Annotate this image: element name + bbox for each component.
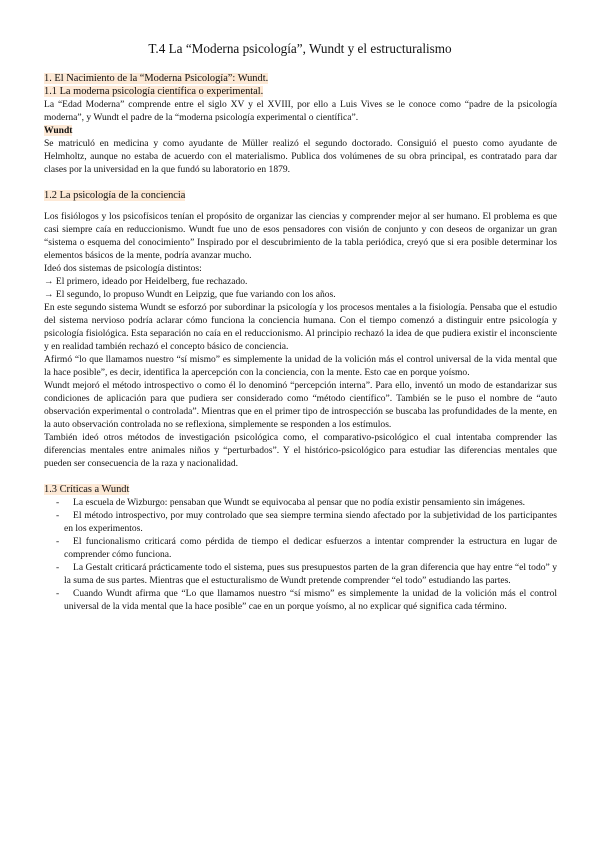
document-body [44,72,557,613]
wundt-label-line [44,124,557,137]
bullet-dash: - [56,510,60,521]
section2-paragraph-3: En este segundo sistema Wundt se esforzó por subordinar la psicología y los procesos mentales a la fisiología. Pensaba que el estudio del sistema nervioso podría aclarar cómo funciona la conciencia humana. Con el tiempo comenzó a distinguir entre psicología y psicología fisiológica. Esta separación no caía en el reduccionismo. Al principio rechazó la idea de que pudiera existir el inconsciente y en realidad también rechazó el concepto básico de conciencia. [44,302,557,352]
bullet-dash: - [56,536,60,547]
section2-heading-line [44,189,557,202]
wundt-label: Wundt [44,125,73,136]
critique-item-1 [44,496,557,509]
section1-subheading-line [44,85,557,98]
section1-paragraph-1: La “Edad Moderna” comprende entre el siglo XV y el XVIII, por ello a Luis Vives se le conoce como “padre de la psicología moderna”, y Wundt el padre de la “moderna psicología experimental o científica”. [44,99,557,123]
spacer [44,202,557,210]
critique-text-5: Cuando Wundt afirma que “Lo que llamamos nuestro “sí mismo” es simplemente la unidad de la volición más el control universal de la vida mental que la hace posible” cae en un porque yoísmo, al no explicar qué significa cada término. [64,588,557,612]
critique-text-1: La escuela de Wizburgo: pensaban que Wundt se equivocaba al pensar que no podía existir pensamiento sin imágenes. [73,497,526,508]
section2-arrow-item-2: → El segundo, lo propuso Wundt en Leipzig, que fue variando con los años. [44,289,336,300]
section2-paragraph-4: Afirmó “lo que llamamos nuestro “sí mismo” es simplemente la unidad de la volición más el control universal de la vida mental que la hace posible”, es decir, identifica la apercepción con la conciencia, con la mente. Esto cae en porque yoísmo. [44,354,557,378]
critique-item-4 [44,561,557,587]
critique-text-3: El funcionalismo criticará como pérdida de tiempo el dedicar esfuerzos a intentar comprender la estructura en lugar de comprender cómo funciona. [64,536,557,560]
section2-heading: 1.2 La psicología de la conciencia [44,190,186,201]
section2-paragraph-5: Wundt mejoró el método introspectivo o como él lo denominó “percepción interna”. Para ello, inventó un modo de estandarizar sus condiciones de aplicación para que pudiera ser considerado como “método científico”. También se le puso el nombre de “auto observación experimental o controlada”. Mientras que en el primer tipo de introspección se buscaba las profundidades de la mente, en la auto observación controlada no se reflexiona, simplemente se responden a los estímulos. [44,380,557,430]
section2-paragraph-6: También ideó otros métodos de investigación psicológica como, el comparativo-psicológico el cual intentaba comprender las diferencias mentales entre animales niños y “perturbados”. Y el histórico-psicológico para estudiar las diferencias mentales que pueden ser consecuencia de la raza y nacionalidad. [44,432,557,469]
section1-heading-line [44,72,557,85]
section3-heading: 1.3 Críticas a Wundt [44,484,130,495]
critique-text-2: El método introspectivo, por muy controlado que sea siempre termina siendo afectado por la subjetividad de los participantes en los experimentos. [64,510,557,534]
section2-paragraph-2: Ideó dos sistemas de psicología distintos: [44,263,202,274]
critique-item-3 [44,535,557,561]
document-title: T.4 La “Moderna psicología”, Wundt y el estructuralismo [148,41,452,56]
bullet-dash: - [56,588,60,599]
bullet-dash: - [56,497,60,508]
spacer [44,470,557,483]
critique-text-4: La Gestalt criticará prácticamente todo el sistema, pues sus presupuestos parten de la gran diferencia que hay entre “el todo” y la suma de sus partes. Mientras que el estucturalismo de Wundt pretende comprender “el todo” estudiando las partes. [64,562,557,586]
section1-paragraph-2: Se matriculó en medicina y como ayudante de Müller realizó el segundo doctorado. Consiguió el puesto como ayudante de Helmholtz, aunque no estaba de acuerdo con el materialismo. Publica dos volúmenes de su obra principal, es contratado para dar clases por la universidad en la que fundó su laboratorio en 1879. [44,138,557,175]
critique-item-5 [44,587,557,613]
section3-heading-line [44,483,557,496]
critique-item-2 [44,509,557,535]
section2-paragraph-1: Los fisiólogos y los psicofísicos tenían el propósito de organizar las ciencias y comprender mejor al ser humano. El problema es que casi siempre caía en reduccionismo. Wundt fue uno de esos pensadores con visión de conjunto y con deseos de organizar un gran “sistema o esquema del conocimiento” Inspirado por el descubrimiento de la tabla periódica, creyó que si era posible determinar los elementos básicos de la mente, podría avanzar mucho. [44,211,557,261]
section1-subheading: 1.1 La moderna psicología científica o experimental. [44,86,264,97]
bullet-dash: - [56,562,60,573]
section2-arrow-item-1: → El primero, ideado por Heidelberg, fue rechazado. [44,276,248,287]
section1-heading: 1. El Nacimiento de la “Moderna Psicología”: Wundt. [44,73,269,84]
spacer [44,176,557,189]
